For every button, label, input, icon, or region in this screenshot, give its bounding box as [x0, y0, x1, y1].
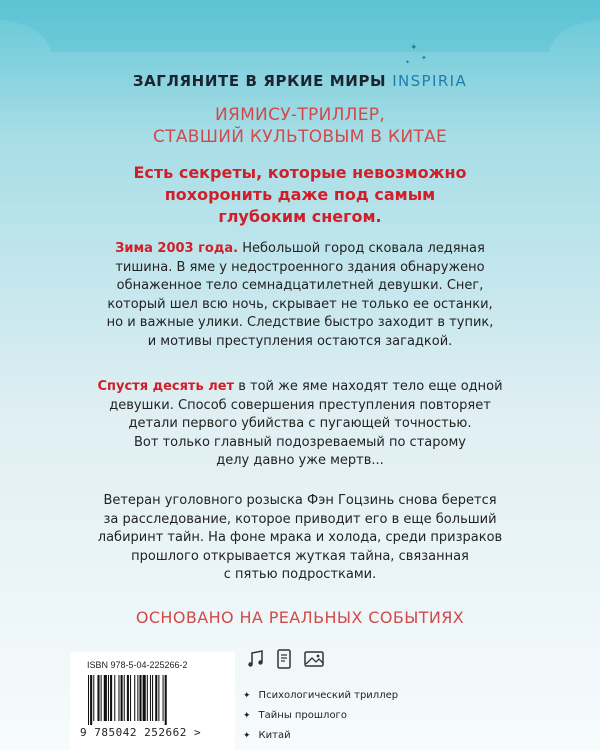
paragraph-line: девушки. Способ совершения преступления повторяет: [109, 397, 491, 413]
barcode-bar: [155, 675, 157, 721]
genre-item: [243, 706, 398, 726]
barcode-bar: [137, 675, 138, 721]
barcode-bar: [93, 675, 94, 721]
barcode-bar: [118, 675, 119, 721]
barcode-bar: [90, 675, 92, 725]
barcode-bar: [158, 675, 159, 721]
barcode-bar: [139, 675, 141, 721]
paragraph-line: Небольшой город сковала ледяная: [238, 241, 485, 256]
barcode-number: 9 785042 252662 >: [80, 726, 202, 739]
paragraph-line: детали первого убийства с пугающей точностью.: [128, 416, 472, 431]
paragraph-line: в той же яме находят тело еще одной: [234, 379, 503, 394]
paragraph-line: Ветеран уголовного розыска Фэн Гоцзинь снова берется: [103, 493, 497, 508]
based-on-true-events: ОСНОВАНО НА РЕАЛЬНЫХ СОБЫТИЯХ: [135, 608, 465, 627]
barcode: [86, 675, 226, 725]
sparkle-icon: ✦: [410, 43, 418, 53]
paragraph-line: делу давно уже мертв...: [216, 453, 384, 468]
music-note-icon: [245, 648, 267, 670]
sparkle-icon: ✦: [421, 54, 427, 62]
barcode-bar: [121, 675, 123, 721]
barcode-bar: [127, 675, 129, 721]
paragraph-line: но и важные улики. Следствие быстро заходит в тупик,: [106, 315, 494, 330]
paragraph-lead: Зима 2003 года.: [115, 241, 239, 256]
genre-item: [243, 686, 398, 706]
tagline-line: Есть секреты, которые невозможно: [133, 163, 467, 182]
paragraph-line: лабиринт тайн. На фоне мрака и холода, среди призраков: [97, 530, 503, 545]
barcode-bar: [134, 675, 135, 721]
genre-label: Китай: [258, 730, 291, 741]
tagline-line: похоронить даже под самым: [164, 185, 436, 204]
star-icon: ✦: [243, 731, 251, 741]
paragraph-line: и мотивы преступления остаются загадкой.: [147, 333, 453, 349]
paragraph-lead: Спустя десять лет: [97, 379, 235, 394]
image-icon: [303, 648, 325, 670]
barcode-bar: [108, 675, 109, 721]
barcode-bar: [163, 675, 164, 721]
tagline-line: глубоким снегом.: [218, 207, 382, 226]
barcode-bar: [165, 675, 167, 725]
paragraph-line: Вот только главный подозреваемый по старому: [134, 434, 466, 450]
paragraph-line: который шел всю ночь, скрывает не только ее останки,: [107, 296, 493, 312]
blurb-paragraph-1: [0, 240, 600, 351]
subtitle-line: СТАВШИЙ КУЛЬТОВЫМ В КИТАЕ: [152, 127, 448, 147]
genre-item: [243, 726, 398, 746]
paragraph-line: обнаженное тело семнадцатилетней девушки. Снег,: [116, 278, 484, 293]
blurb-paragraph-2: [0, 378, 600, 471]
sparkle-icon: ✦: [405, 59, 411, 66]
tagline: [0, 162, 600, 228]
barcode-bar: [104, 675, 107, 721]
paragraph-line: с пятью подростками.: [223, 567, 377, 582]
book-subtitle: [0, 104, 600, 148]
isbn-label: ISBN 978-5-04-225266-2: [87, 660, 188, 670]
imprint-brand: INSPIRIA: [392, 72, 468, 90]
barcode-bar: [130, 675, 131, 721]
barcode-bar: [97, 675, 99, 721]
blurb-paragraph-3: [0, 492, 600, 585]
barcode-bar: [152, 675, 153, 721]
paragraph-line: тишина. В яме у недостроенного здания обнаружено: [115, 259, 485, 275]
paragraph-line: прошлого открывается жуткая тайна, связанная: [131, 548, 469, 564]
star-icon: ✦: [243, 711, 251, 721]
barcode-bar: [147, 675, 148, 721]
paragraph-line: за расследование, которое приводит его в еще больший: [103, 511, 497, 527]
imprint-header: [0, 72, 600, 90]
barcode-bar: [110, 675, 112, 721]
barcode-bar: [150, 675, 151, 721]
barcode-bar: [101, 675, 102, 721]
genre-list: [243, 686, 398, 746]
barcode-bar: [143, 675, 146, 721]
barcode-bar: [124, 675, 125, 721]
subtitle-line: ИЯМИСУ-ТРИЛЛЕР,: [214, 105, 386, 125]
imprint-title: ЗАГЛЯНИТЕ В ЯРКИЕ МИРЫ: [132, 72, 387, 90]
barcode-bar: [88, 675, 89, 725]
ebook-icon: [273, 648, 295, 670]
cover-top-tab-shape: [0, 0, 600, 52]
star-icon: ✦: [243, 691, 251, 701]
genre-label: Психологический триллер: [258, 690, 399, 701]
barcode-bar: [114, 675, 115, 721]
genre-label: Тайны прошлого: [258, 710, 347, 721]
